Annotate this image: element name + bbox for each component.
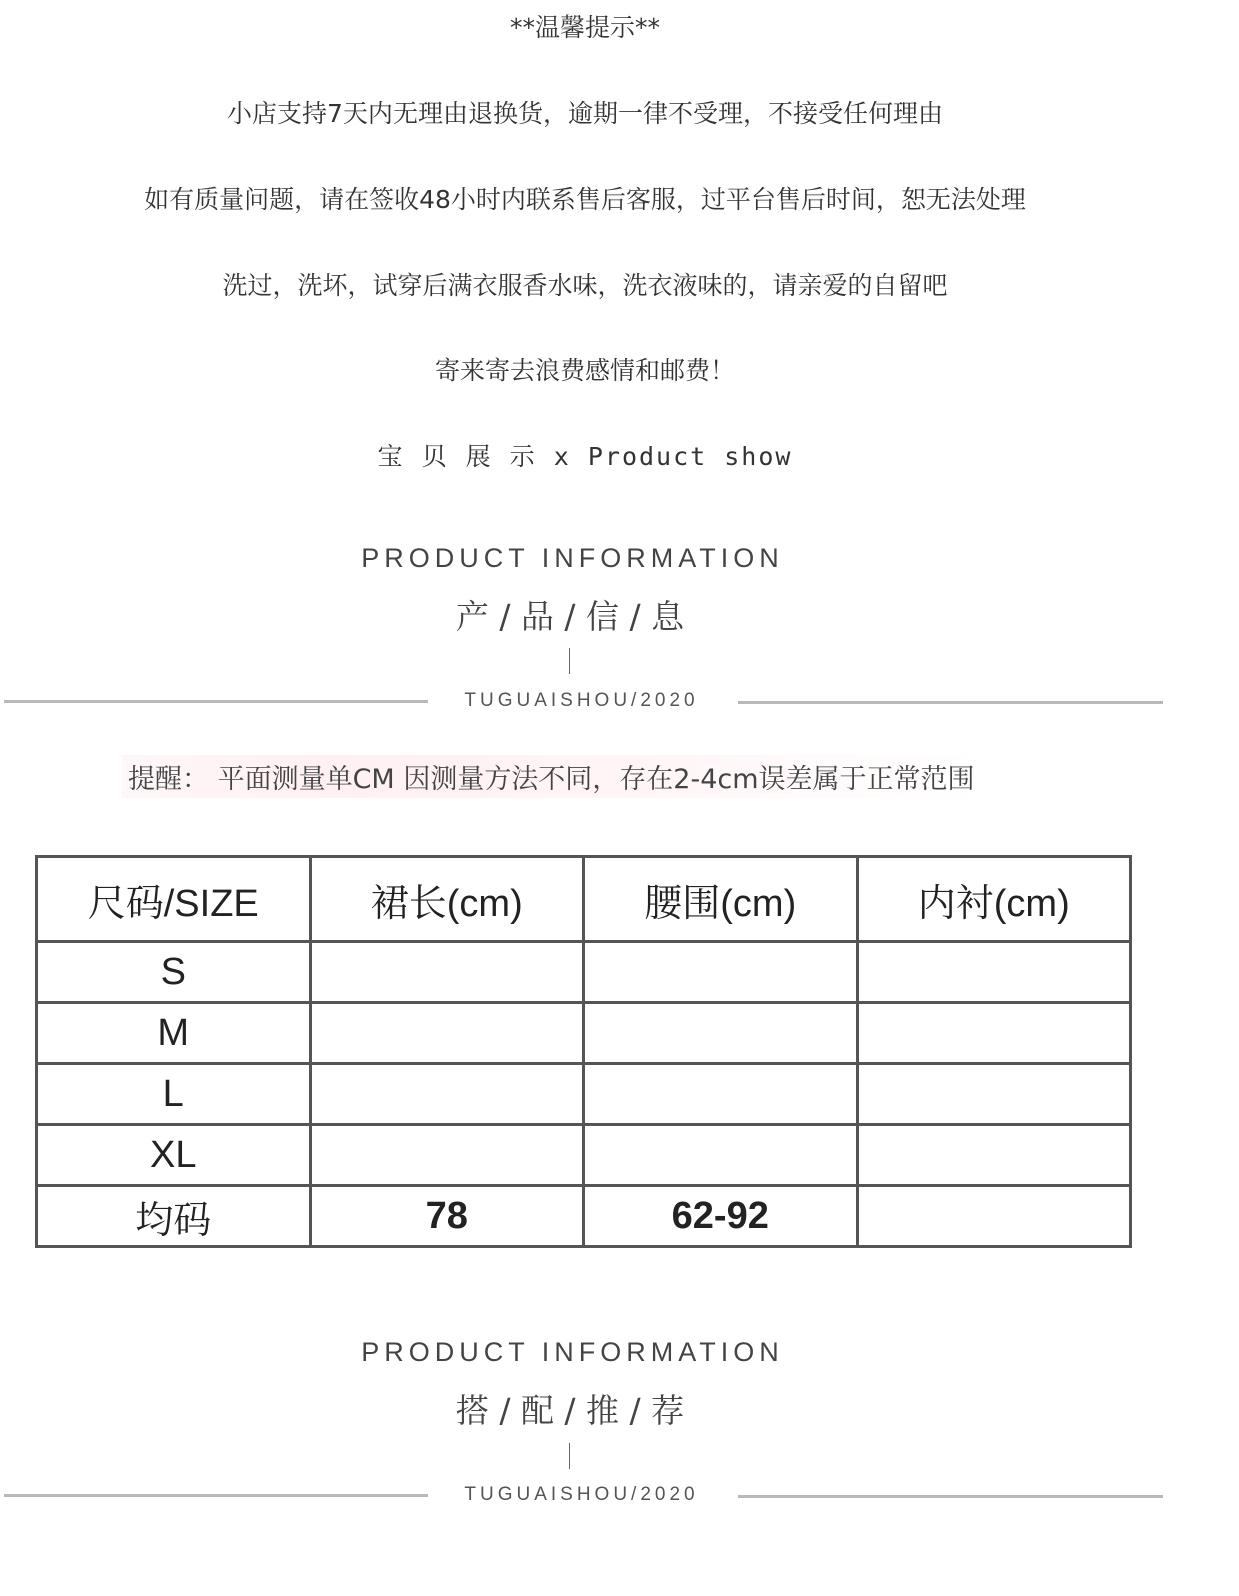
section-brand-tag: TUGUAISHOU/2020	[464, 1484, 699, 1505]
section-product-information-cn: 产 / 品 / 信 / 息	[455, 597, 685, 636]
size-table	[35, 855, 1132, 1248]
notice-line-shipping-cost: 寄来寄去浪费感情和邮费！	[434, 356, 735, 385]
size-cell: L	[37, 1064, 311, 1125]
table-row	[37, 1186, 1131, 1247]
section-divider-pipe	[569, 648, 570, 674]
lining-cell	[857, 1125, 1131, 1186]
waist-cell	[584, 1064, 858, 1125]
section-brand-tag: TUGUAISHOU/2020	[464, 690, 699, 711]
lining-cell	[857, 942, 1131, 1003]
lining-cell	[857, 1003, 1131, 1064]
waist-cell	[584, 1003, 858, 1064]
notice-line-return-policy: 小店支持7天内无理由退换货，逾期一律不受理，不接受任何理由	[227, 99, 943, 128]
product-show-label: 宝 贝 展 示 x Product show	[377, 442, 793, 471]
waist-cell: 62-92	[584, 1186, 858, 1247]
lining-cell	[857, 1064, 1131, 1125]
table-row	[37, 942, 1131, 1003]
measurement-reminder: 提醒： 平面测量单CM 因测量方法不同，存在2-4cm误差属于正常范围	[122, 755, 981, 798]
section-recommendation-cn: 搭 / 配 / 推 / 荐	[455, 1391, 685, 1430]
waist-cell	[584, 1125, 858, 1186]
size-cell: M	[37, 1003, 311, 1064]
notice-line-washed-items: 洗过，洗坏，试穿后满衣服香水味，洗衣液味的，请亲爱的自留吧	[222, 271, 948, 300]
table-row	[37, 1003, 1131, 1064]
header-lining: 内衬(cm)	[857, 857, 1131, 942]
skirt-length-cell	[310, 1003, 584, 1064]
size-cell: 均码	[37, 1186, 311, 1247]
size-cell: S	[37, 942, 311, 1003]
table-row	[37, 1125, 1131, 1186]
section-rule-right	[738, 1495, 1163, 1498]
section-divider-pipe	[569, 1443, 570, 1469]
notice-title: **温馨提示**	[509, 13, 660, 42]
notice-line-quality-issue: 如有质量问题，请在签收48小时内联系售后客服，过平台售后时间，恕无法处理	[144, 185, 1026, 214]
skirt-length-cell: 78	[310, 1186, 584, 1247]
header-skirt-length: 裙长(cm)	[310, 857, 584, 942]
skirt-length-cell	[310, 1125, 584, 1186]
skirt-length-cell	[310, 1064, 584, 1125]
skirt-length-cell	[310, 942, 584, 1003]
header-size: 尺码/SIZE	[37, 857, 311, 942]
waist-cell	[584, 942, 858, 1003]
section-rule-right	[738, 701, 1163, 704]
header-waist: 腰围(cm)	[584, 857, 858, 942]
size-cell: XL	[37, 1125, 311, 1186]
table-row	[37, 1064, 1131, 1125]
section-product-information-en: PRODUCT INFORMATION	[361, 543, 784, 573]
lining-cell	[857, 1186, 1131, 1247]
size-table-header-row	[37, 857, 1131, 942]
section-recommendation-en: PRODUCT INFORMATION	[361, 1337, 784, 1367]
